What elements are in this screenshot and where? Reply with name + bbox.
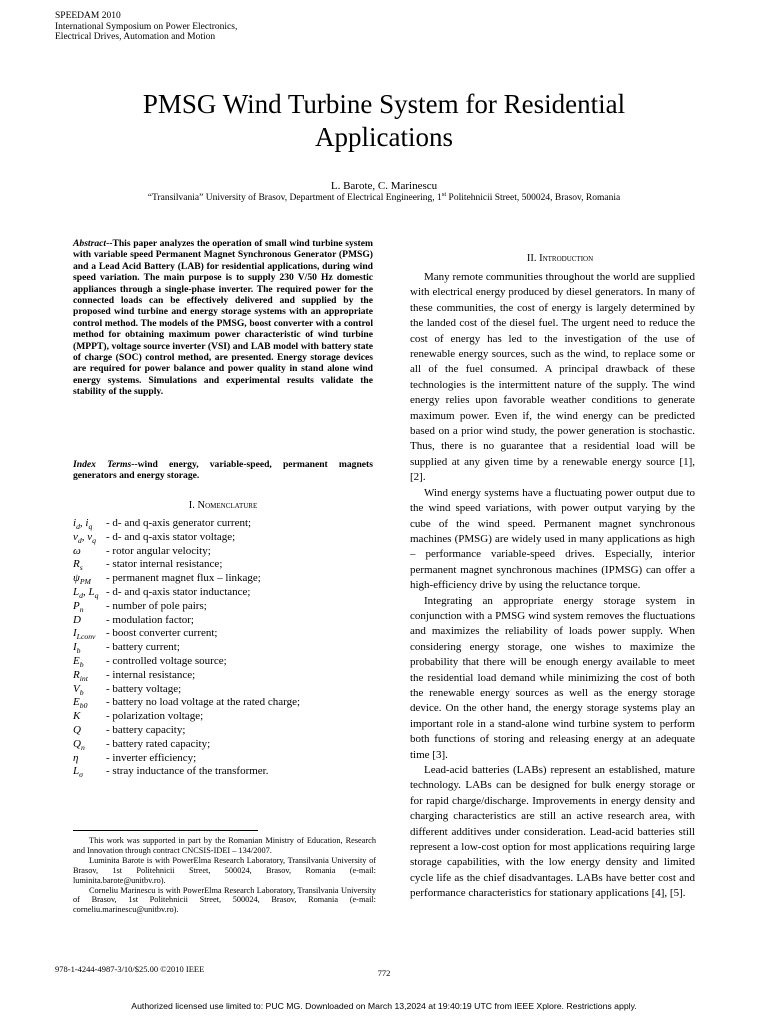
nomenclature-item (73, 586, 383, 600)
introduction-num: II. (526, 253, 537, 264)
paper-title (60, 88, 708, 154)
nomenclature-description: - rotor angular velocity; (106, 544, 211, 557)
nomenclature-symbol: $L_\sigma$ (73, 765, 83, 780)
isbn-copyright: 978-1-4244-4987-3/10/$25.00 ©2010 IEEE (55, 964, 205, 974)
nomenclature-symbol: $I_{Lconv}$ (73, 627, 96, 642)
nomenclature-symbol: $P_n$ (73, 599, 84, 614)
index-terms (73, 459, 373, 482)
introduction-heading (410, 253, 710, 264)
conference-header (55, 11, 237, 43)
nomenclature-rest: omenclature (205, 500, 258, 511)
affiliation-post: Politehnicii Street, 500024, Brasov, Romania (446, 193, 621, 203)
nomenclature-item (73, 572, 383, 586)
nomenclature-description: - d- and q-axis stator voltage; (106, 530, 236, 543)
nomenclature-item (73, 531, 383, 545)
nomenclature-heading (73, 500, 373, 511)
nomenclature-description: - d- and q-axis stator inductance; (106, 585, 251, 598)
nomenclature-symbol: $i_d$, $i_q$ (73, 517, 93, 532)
introduction-body (410, 270, 695, 902)
nomenclature-item (73, 738, 383, 752)
nomenclature-symbol: ω (73, 544, 81, 557)
nomenclature-item (73, 724, 383, 738)
index-terms-label: Index Terms (73, 459, 132, 470)
footnote: Corneliu Marinescu is with PowerElma Research Laboratory, Transilvania University of Brasov, 1st Politehnicii Street, 500024, Brasov, Romania (e-mail: corneliu.marinescu@unitbv.ro). (73, 885, 376, 915)
footnote-divider (73, 830, 258, 831)
nomenclature-symbol: $E_{b0}$ (73, 696, 88, 711)
nomenclature-symbol: $Q_n$ (73, 737, 85, 752)
nomenclature-description: - stator internal resistance; (106, 558, 223, 571)
conference-subtitle-2: Electrical Drives, Automation and Motion (55, 32, 216, 42)
affiliation-sup: st (441, 190, 447, 198)
nomenclature-symbol: $R_{int}$ (73, 668, 88, 683)
abstract-text: --This paper analyzes the operation of small wind turbine system with variable speed Permanent Magnet Synchronous Generator (PMSG) and a Lead Acid Battery (LAB) for residential applications, during wind speed variation. The main purpose is to supply 230 V/50 Hz domestic appliances through a single-phase inverter. The required power for the connected loads can be effectively delivered and supplied by the proposed wind turbine and energy storage systems with an appropriate control method. The models of the PMSG, boost converter with a control method for obtaining maximum power characteristic of wind turbine (MPPT), voltage source inverter (VSI) and LAB model with battery state of charge (SOC) control method, are presented. Energy storage devices are required for power balance and power quality in stand alone wind energy systems. Simulations and experimental results validate the stability of the supply. (73, 238, 373, 398)
nomenclature-description: - polarization voltage; (106, 710, 204, 723)
license-notice: Authorized licensed use limited to: PUC MG. Downloaded on March 13,2024 at 19:40:19 UTC from IEEE Xplore. Restrictions apply. (131, 1001, 637, 1011)
introduction-paragraph: Integrating an appropriate energy storage system in conjunction with a PMSG wind system removes the fluctuations and maximizes the reliability of loads power supply. When considering energy storage, one wishes to maximize the probability that there will be enough energy available to meet the residential load demand while minimizing the cost of both the renewable energy sources as well as the energy storage device. On the other hand, the energy storage systems play an important role in a stand-alone wind turbine system to perform both functions of storing and releasing energy at an adequate time [3]. (410, 594, 695, 761)
nomenclature-list (73, 517, 383, 779)
nomenclature-symbol: $E_b$ (73, 654, 84, 670)
nomenclature-description: - battery no load voltage at the rated charge; (106, 696, 301, 709)
nomenclature-item (73, 641, 383, 655)
nomenclature-item (73, 627, 383, 641)
nomenclature-description: - modulation factor; (106, 613, 194, 626)
nomenclature-symbol: $L_d$, $L_q$ (73, 585, 99, 601)
nomenclature-item (73, 765, 383, 779)
introduction-first: I (539, 253, 543, 264)
nomenclature-description: - stray inductance of the transformer. (106, 765, 269, 778)
nomenclature-symbol: $\psi_{PM}$ (73, 572, 91, 587)
nomenclature-description: - boost converter current; (106, 627, 218, 640)
nomenclature-description: - battery capacity; (106, 723, 186, 736)
nomenclature-description: - internal resistance; (106, 668, 196, 681)
footnote: This work was supported in part by the Romanian Ministry of Education, Research and Innovation through contract CNCSIS-IDEI – 134/2007. (73, 836, 376, 855)
nomenclature-symbol: $v_d$, $v_q$ (73, 530, 96, 545)
nomenclature-symbol: $I_b$ (73, 641, 81, 656)
nomenclature-item (73, 752, 383, 766)
nomenclature-symbol: $V_b$ (73, 682, 84, 697)
nomenclature-item (73, 545, 383, 559)
introduction-paragraph: Wind energy systems have a fluctuating power output due to the wind speed variations, with power output varying by the cube of the wind speed. Permanent magnet synchronous machines (PMSG) are widely used in many applications as high – performance variable-speed drives. Especially, interior permanent magnet synchronous machines (IPMSG) can offer a high-efficiency drive by using the reluctance torque. (410, 486, 695, 592)
nomenclature-description: - battery voltage; (106, 682, 182, 695)
nomenclature-first: N (197, 500, 206, 511)
introduction-paragraph: Many remote communities throughout the world are supplied with electrical energy produced by diesel generators. In many of these communities, the cost of energy is largely determined by the landed cost of the diesel fuel. The urgent need to reduce the cost of energy has led to the investigation of the use of renewable energy sources, such as the wind, to replace some or all of the fuel consumed. A principal drawback of these technologies is the intermittent nature of the supply. The wind energy relies upon favorable weather conditions to generate maximum power. Even if, the wind energy can be predicted based on a prior wind study, the power generation is stochastic. Thus, there is no guarantee that a residential load will be supplied at any given time by a renewable energy source [1], [2]. (410, 271, 695, 484)
nomenclature-symbol: D (73, 613, 81, 626)
nomenclature-symbol: Q (73, 723, 81, 736)
nomenclature-symbol: K (73, 710, 81, 723)
conference-subtitle-1: International Symposium on Power Electronics, (55, 21, 238, 32)
nomenclature-item (73, 614, 383, 628)
footnote: Luminita Barote is with PowerElma Research Laboratory, Transilvania University of Brasov, 1st Politehnicii Street, 500024, Brasov, Romania (e-mail: luminita.barote@unitbv.ro). (73, 855, 376, 885)
page-number: 772 (377, 968, 391, 978)
nomenclature-description: - number of pole pairs; (106, 599, 207, 612)
nomenclature-item (73, 558, 383, 572)
nomenclature-item (73, 655, 383, 669)
paper-title-line-1: PMSG Wind Turbine System for Residential (142, 89, 626, 119)
affiliation-pre: “Transilvania” University of Brasov, Department of Electrical Engineering, 1 (147, 193, 442, 203)
nomenclature-description: - inverter efficiency; (106, 751, 197, 764)
nomenclature-description: - battery current; (106, 641, 180, 654)
nomenclature-description: - battery rated capacity; (106, 737, 211, 750)
nomenclature-description: - d- and q-axis generator current; (106, 517, 252, 529)
authors: L. Barote, C. Marinescu (330, 180, 438, 192)
nomenclature-symbol: η (73, 751, 79, 764)
abstract-label: Abstract (73, 238, 107, 249)
nomenclature-description: - permanent magnet flux – linkage; (106, 572, 261, 585)
nomenclature-item (73, 517, 383, 531)
index-terms-text: --wind energy, variable-speed, permanent magnets generators and energy storage. (73, 459, 373, 482)
nomenclature-symbol: $R_s$ (73, 558, 83, 573)
nomenclature-description: - controlled voltage source; (106, 654, 227, 667)
affiliation (40, 190, 728, 203)
nomenclature-item (73, 600, 383, 614)
introduction-rest: ntroduction (542, 253, 594, 264)
nomenclature-num: I. (188, 500, 195, 511)
nomenclature-item (73, 669, 383, 683)
abstract (73, 238, 373, 398)
conference-name: SPEEDAM 2010 (55, 11, 121, 21)
nomenclature-item (73, 710, 383, 724)
paper-title-line-2: Applications (315, 122, 453, 152)
nomenclature-item (73, 683, 383, 697)
nomenclature-item (73, 696, 383, 710)
introduction-paragraph: Lead-acid batteries (LABs) represent an established, mature technology. LABs can be designed for bulk energy storage or for rapid charge/discharge. Improvements in energy density and charging characteristics are still an active research area, with different additives under consideration. Lead-acid batteries still represent a low-cost option for most applications requiring large storage capabilities, with the low energy density and limited cycle life as the chief disadvantages. LABs have better cost and performance characteristics for stationary applications [4], [5]. (410, 764, 695, 900)
footnotes (73, 836, 376, 915)
